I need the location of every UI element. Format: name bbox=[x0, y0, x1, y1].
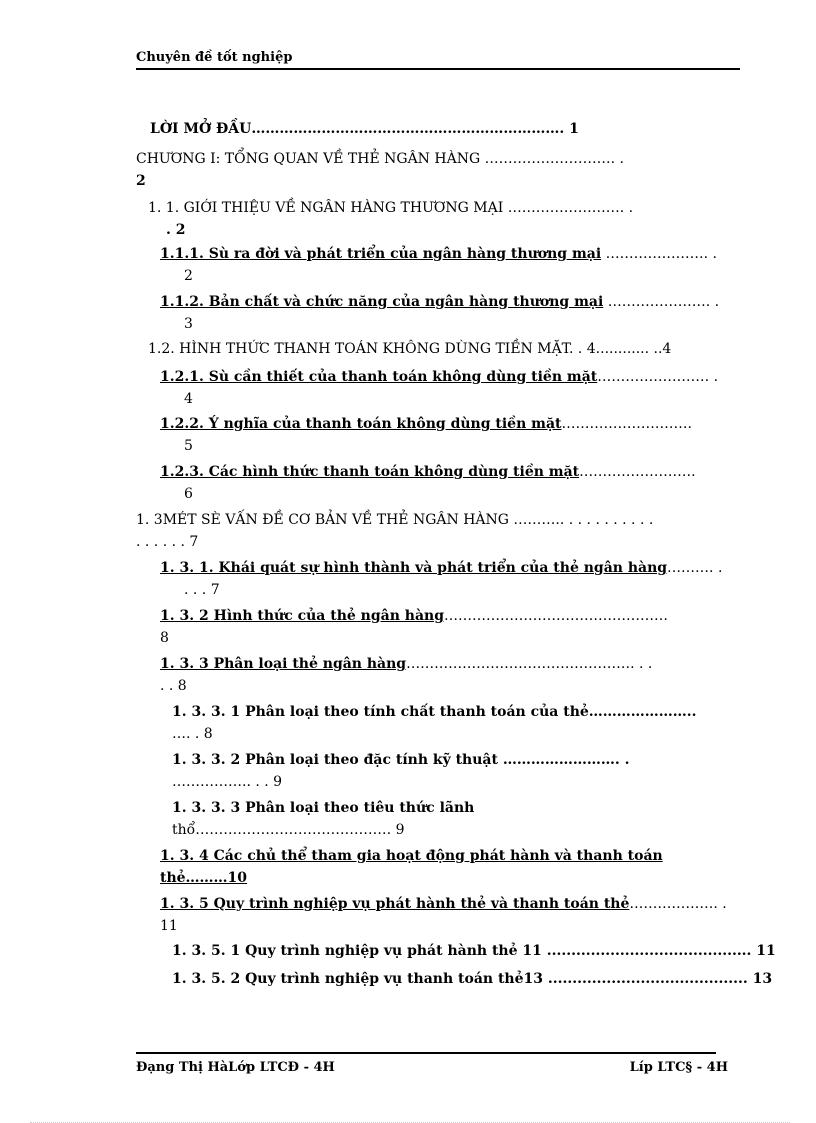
toc-text: LỜI MỞ ĐẦU…………………………………………………………. 1 bbox=[150, 121, 579, 137]
toc-title: 1. 3. 3 Phân loại thẻ ngân hàng bbox=[160, 656, 407, 672]
toc-page: 5 bbox=[184, 438, 193, 454]
toc-text: 1.2. HÌNH THỨC THANH TOÁN KHÔNG DÙNG TIỀN MẶT. . 4............ ..4 bbox=[148, 341, 672, 357]
toc-title: 1.1.1. Sù ra đời và phát triển của ngân hàng thương mại bbox=[160, 246, 602, 262]
toc-page: 11 bbox=[160, 918, 178, 934]
header-title: Chuyên đề tốt nghiệp bbox=[136, 50, 293, 65]
toc-dots: …………………. . bbox=[601, 246, 717, 262]
toc-title: 1.2.1. Sù cần thiết của thanh toán không dùng tiền mặt bbox=[160, 369, 598, 385]
toc-title: 1.2.2. Ý nghĩa của thanh toán không dùng tiền mặt bbox=[160, 416, 562, 432]
toc-dots: ………………………. bbox=[561, 416, 692, 432]
toc-dots: ………………………………………… bbox=[443, 608, 668, 624]
toc-entry[interactable] bbox=[160, 845, 663, 889]
toc-entry[interactable] bbox=[160, 291, 719, 335]
toc-entry[interactable] bbox=[148, 197, 633, 241]
toc-entry[interactable] bbox=[148, 338, 671, 360]
toc-text: 1. 3MÉT SÈ VẤN ĐỀ CƠ BẢN VỀ THẺ NGÂN HÀNG ……….. . . . . . . . . . . bbox=[136, 512, 654, 528]
toc-text: CHƯƠNG I: TỔNG QUAN VỀ THẺ NGÂN HÀNG ………………………. . bbox=[136, 151, 624, 167]
toc-title: 1. 3. 5 Quy trình nghiệp vụ phát hành thẻ và thanh toán thẻ bbox=[160, 896, 630, 912]
toc-entry[interactable] bbox=[172, 968, 772, 990]
toc-dots: …………………………………………. . . bbox=[406, 656, 653, 672]
toc-page: thổ…………………………………… 9 bbox=[172, 822, 405, 838]
toc-entry[interactable] bbox=[160, 366, 718, 410]
toc-entry[interactable] bbox=[136, 148, 624, 192]
toc-text: 1. 3. 5. 1 Quy trình nghiệp vụ phát hành thẻ 11 .......................................... 11 bbox=[172, 943, 776, 959]
toc-text: 1. 1. GIỚI THIỆU VỀ NGÂN HÀNG THƯƠNG MẠI ……………………. . bbox=[148, 200, 634, 216]
toc-dots: …………………… . bbox=[597, 369, 719, 385]
toc-dots: …………………. . bbox=[603, 294, 720, 310]
toc-title: 1.2.3. Các hình thức thanh toán không dùng tiền mặt bbox=[160, 464, 580, 480]
toc-entry[interactable] bbox=[160, 557, 722, 601]
footer-left: Đạng Thị HàLớp LTCĐ - 4H bbox=[136, 1060, 335, 1075]
toc-page: 3 bbox=[184, 316, 193, 332]
toc-page: 2 bbox=[136, 173, 146, 189]
toc-entry[interactable] bbox=[136, 509, 653, 553]
toc-entry[interactable] bbox=[172, 749, 629, 793]
toc-entry[interactable] bbox=[160, 893, 727, 937]
toc-text: 1. 3. 3. 1 Phân loại theo tính chất thanh toán của thẻ………………….. bbox=[172, 704, 697, 720]
toc-entry[interactable] bbox=[160, 653, 652, 697]
toc-title: 1. 3. 1. Khái quát sự hình thành và phát triển của thẻ ngân hàng bbox=[160, 560, 668, 576]
toc-page: …………….. . . 9 bbox=[172, 774, 283, 790]
toc-dots: ………………. . bbox=[629, 896, 727, 912]
toc-page: . . . . . . 7 bbox=[136, 534, 199, 550]
toc-page: . 2 bbox=[166, 222, 186, 238]
toc-page: 4 bbox=[184, 391, 193, 407]
toc-page: 6 bbox=[184, 486, 193, 502]
toc-page: …. . 8 bbox=[172, 726, 213, 742]
toc-title: 1. 3. 2 Hình thức của thẻ ngân hàng bbox=[160, 608, 444, 624]
toc-page: . . 8 bbox=[160, 678, 187, 694]
toc-dots: ……………………. bbox=[579, 464, 696, 480]
toc-entry[interactable] bbox=[160, 605, 668, 649]
toc-dots: ………. . bbox=[667, 560, 723, 576]
toc-page: 2 bbox=[184, 268, 193, 284]
toc-text: 1. 3. 3. 2 Phân loại theo đặc tính kỹ thuật ……………………. . bbox=[172, 752, 630, 768]
toc-page: 8 bbox=[160, 630, 169, 646]
toc-text: 1. 3. 5. 2 Quy trình nghiệp vụ thanh toán thẻ13 ......................................... 13 bbox=[172, 971, 773, 987]
toc-entry[interactable] bbox=[172, 701, 697, 745]
page-footer bbox=[136, 1052, 728, 1075]
toc-page: thẻ………10 bbox=[160, 870, 248, 886]
toc-title: 1. 3. 4 Các chủ thể tham gia hoạt động phát hành và thanh toán bbox=[160, 848, 663, 864]
toc-page: . . . 7 bbox=[184, 582, 220, 598]
toc-entry[interactable] bbox=[160, 243, 717, 287]
toc-entry[interactable] bbox=[160, 413, 692, 457]
footer-right: Líp LTC§ - 4H bbox=[629, 1060, 728, 1075]
toc-text: 1. 3. 3. 3 Phân loại theo tiêu thức lãnh bbox=[172, 800, 475, 816]
page-header bbox=[136, 50, 740, 70]
toc-entry[interactable] bbox=[150, 118, 579, 140]
toc-entry[interactable] bbox=[160, 461, 696, 505]
toc-entry[interactable] bbox=[172, 797, 474, 841]
toc-entry[interactable] bbox=[172, 940, 776, 962]
toc-title: 1.1.2. Bản chất và chức năng của ngân hàng thương mại bbox=[160, 294, 604, 310]
